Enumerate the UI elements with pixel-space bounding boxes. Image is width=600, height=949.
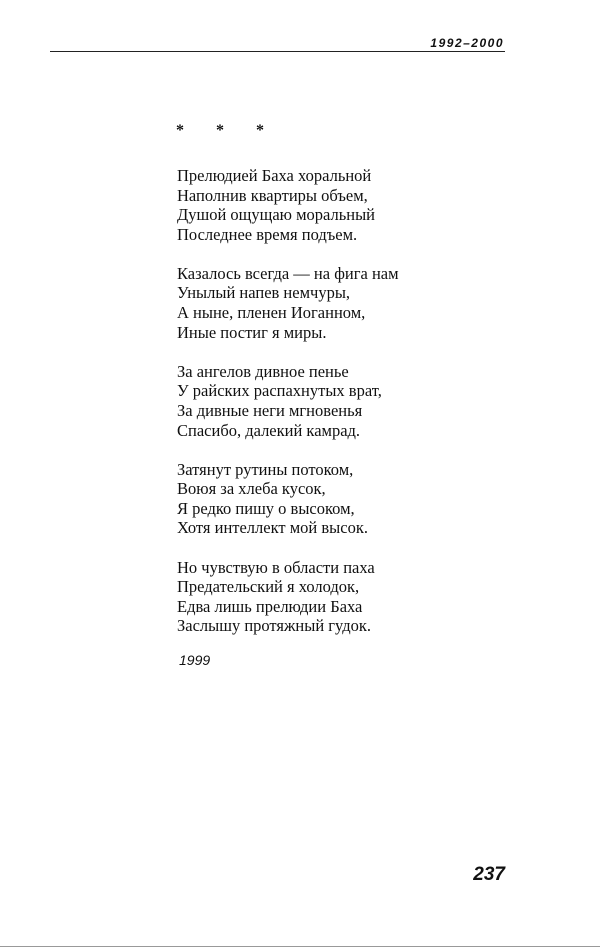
poem-line: У райских распахнутых врат, [177,381,382,401]
poem-line: Наполнив квартиры объем, [177,185,368,205]
stanza-5 [177,558,399,636]
running-header: 1992–2000 [430,36,504,50]
stanza-3 [177,362,399,440]
poem-body [177,166,399,655]
stanza-1 [177,166,399,244]
poem-line: Хотя интеллект мой высок. [177,518,368,538]
poem-line: Я редко пишу о высоком, [177,498,355,518]
poem-line: Иные постиг я миры. [177,322,327,342]
stanza-2 [177,264,399,342]
poem-line: Душой ощущаю моральный [177,205,376,225]
poem-line: Прелюдией Баха хоральной [177,166,372,185]
poem-line: Предательский я холодок, [177,577,360,597]
page-bottom-edge [0,946,600,947]
poem-line: Затянут рутины потоком, [177,459,354,479]
poem-line: За ангелов дивное пенье [177,361,349,381]
header-rule [50,51,505,52]
poem-line: Едва лишь прелюдии Баха [177,596,363,616]
poem-line: За дивные неги мгновенья [177,400,363,420]
poem-line: Заслышу протяжный гудок. [177,616,372,636]
poem-line: Но чувствую в области паха [177,557,375,577]
poem-ornament: * * * [176,122,278,139]
poem-date: 1999 [179,652,211,668]
page-number: 237 [473,864,505,885]
poem-line: Спасибо, далекий камрад. [177,420,361,440]
poem-line: Воюя за хлеба кусок, [177,479,326,499]
poem-line: Унылый напев немчуры, [177,283,351,303]
stanza-4 [177,460,399,538]
poem-line: Казалось всегда — на фига нам [177,263,399,283]
poem-line: Последнее время подъем. [177,224,358,244]
poem-line: А ныне, пленен Иоганном, [177,303,366,323]
